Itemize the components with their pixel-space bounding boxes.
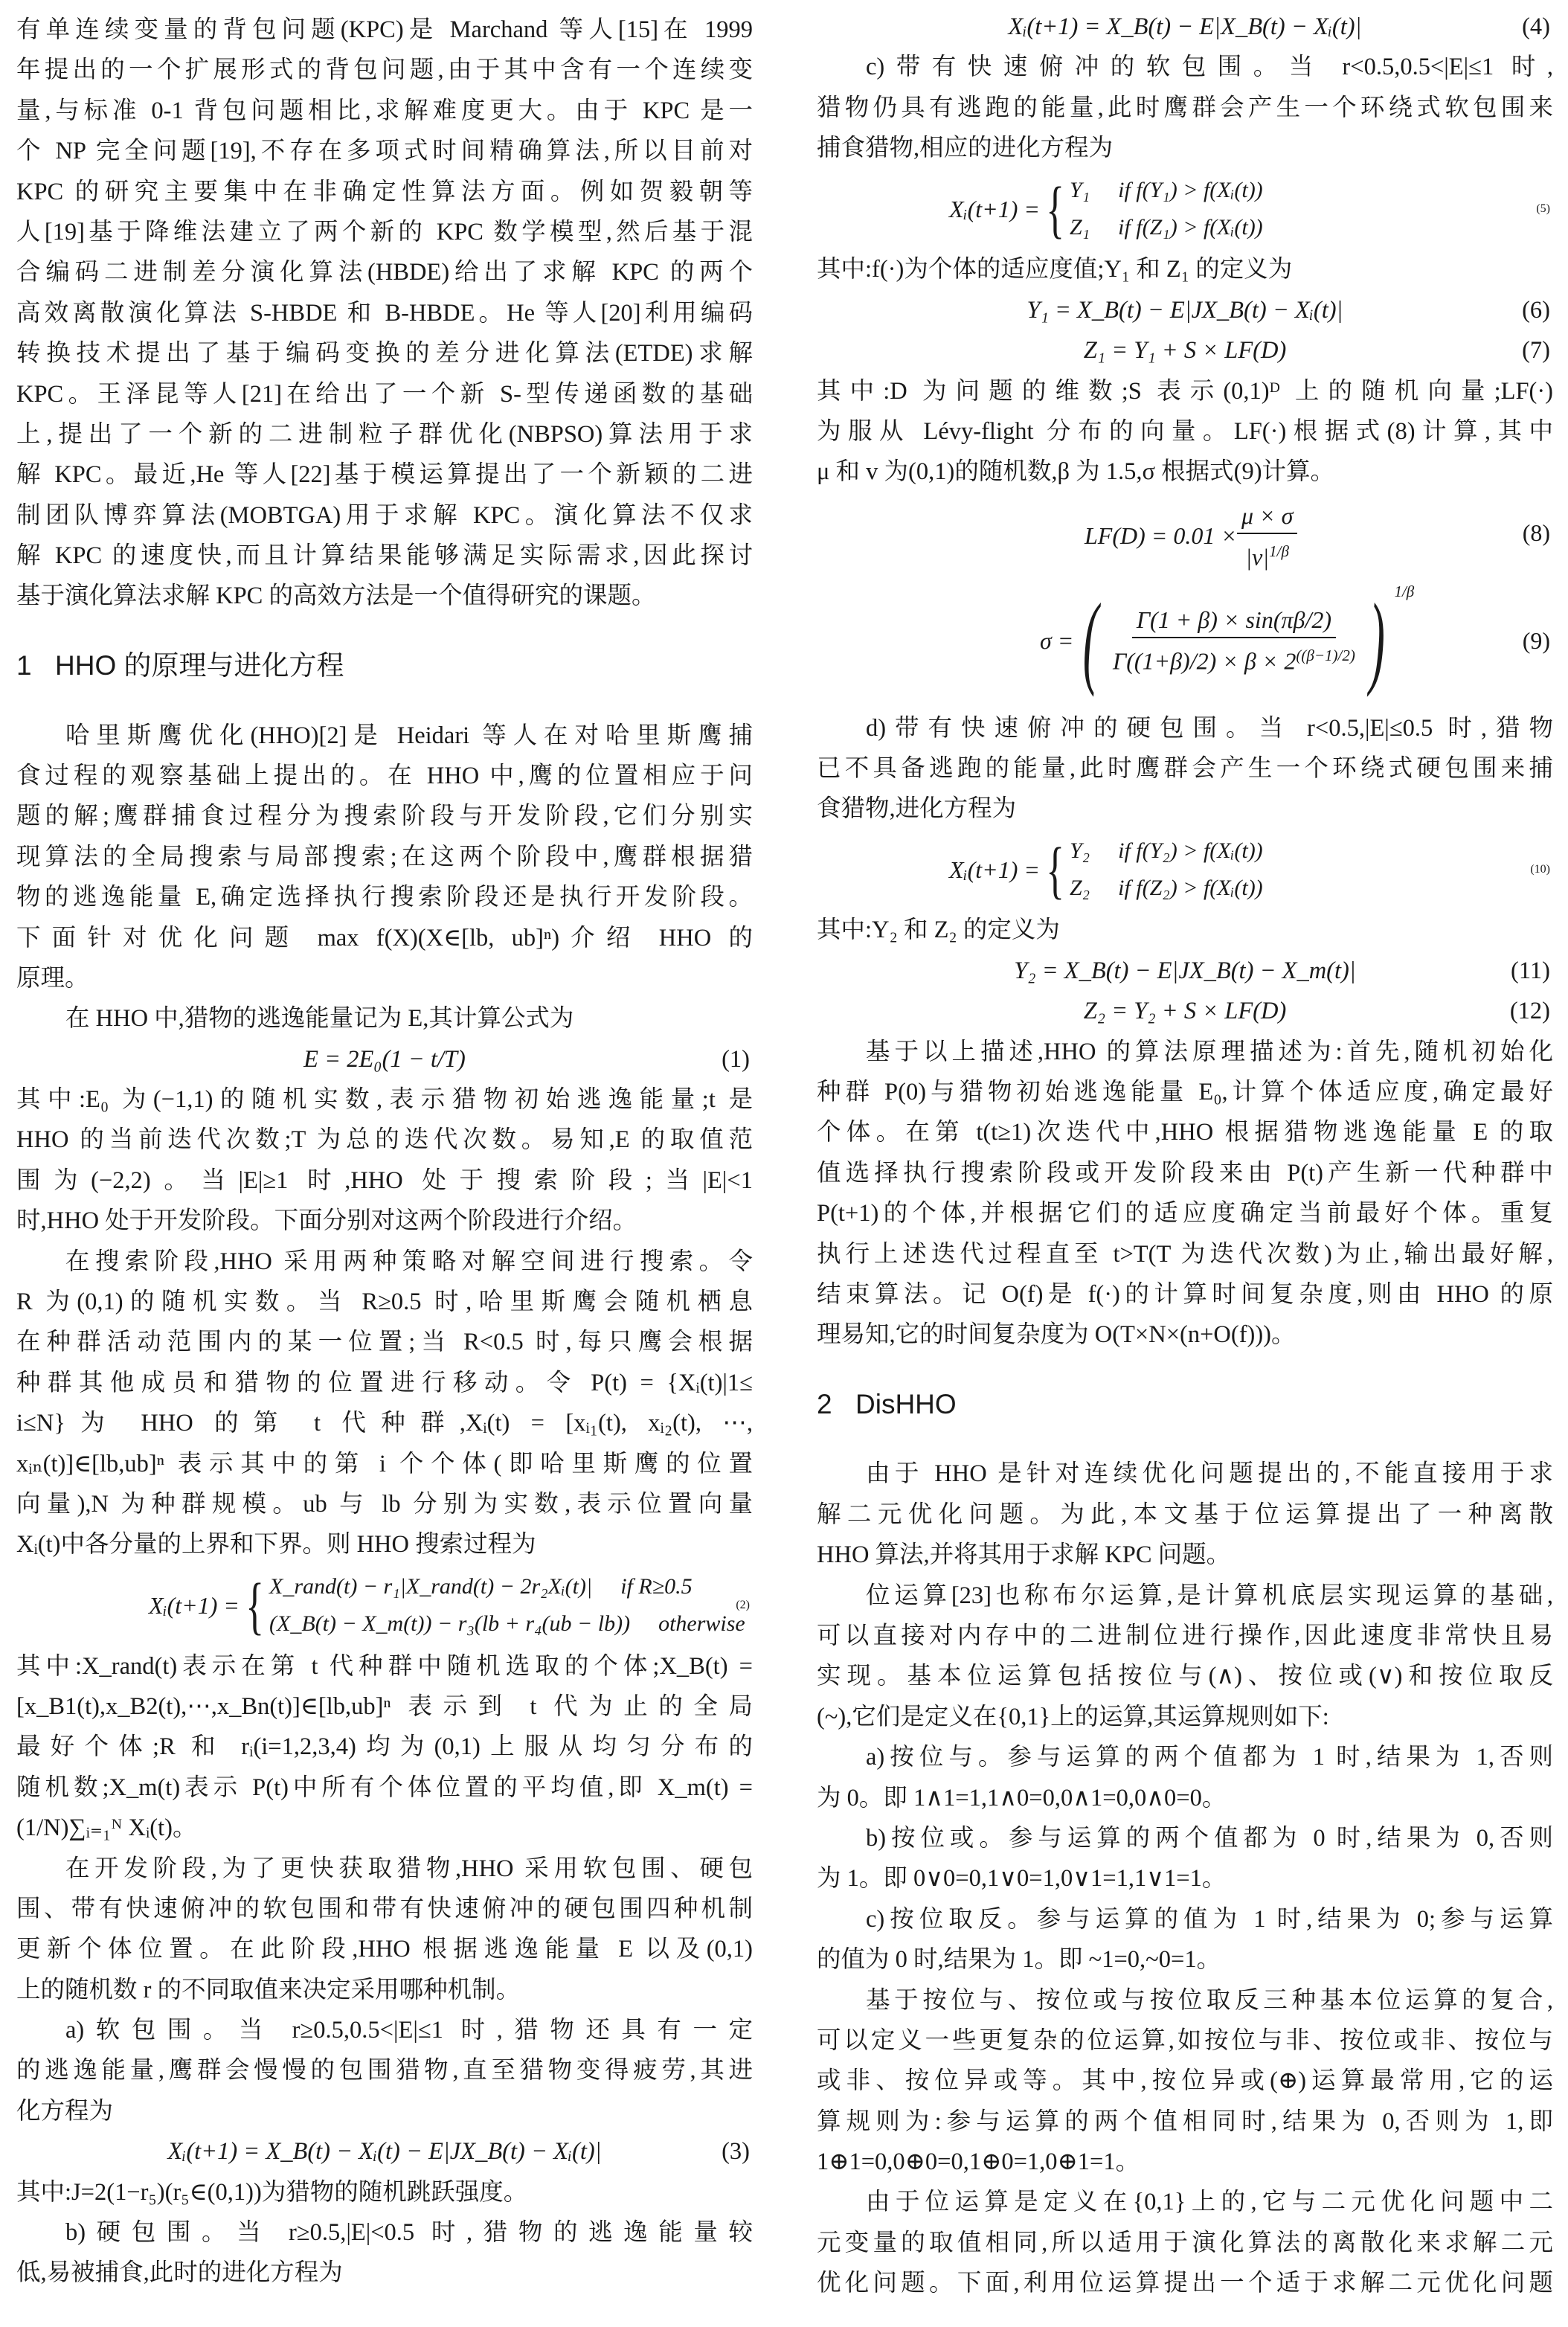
text-line: 或非、按位异或等。其中,按位异或(⊕)运算最常用,它的运	[817, 2067, 1553, 2095]
section-title: HHO 的原理与进化方程	[55, 649, 344, 681]
text-line: 为 0。即 1∧1=1,1∧0=0,0∧1=0,0∧0=0。	[817, 1784, 1227, 1811]
text-line: 在 HHO 中,猎物的逃逸能量记为 E,其计算公式为	[65, 1005, 574, 1033]
text-line: 上,提出了一个新的二进制粒子群优化(NBPSO)算法用于求	[16, 420, 753, 448]
fraction	[1108, 603, 1360, 678]
piecewise-equation	[817, 829, 1553, 911]
text-line: 1⊕1=0,0⊕0=0,1⊕0=1,0⊕1=1。	[817, 2148, 1140, 2176]
text-line: KPC。王泽昆等人[21]在给出了一个新 S-型传递函数的基础	[16, 380, 753, 408]
text-line: b)按位或。参与运算的两个值都为 0 时,结果为 0,否则	[866, 1824, 1553, 1852]
equation	[16, 1039, 753, 1079]
text-line: 其中:Y₂ 和 Z₂ 的定义为	[817, 917, 1060, 944]
text-line: 其中:D 为问题的维数;S 表示(0,1)ᴰ 上的随机向量;LF(·)	[817, 377, 1553, 405]
equation-body: Z₂ = Y₂ + S × LF(D)	[1083, 998, 1287, 1025]
text-line: 低,易被捕食,此时的进化方程为	[16, 2259, 343, 2287]
case-expression: (X_B(t) − X_m(t)) − r₃(lb + r₄(ub − lb))	[269, 1611, 631, 1636]
text-line: 为服从 Lévy-flight 分布的向量。LF(·)根据式(8)计算,其中	[817, 417, 1553, 445]
equation-body: Z₁ = Y₁ + S × LF(D)	[1083, 337, 1287, 365]
case-row	[1070, 209, 1263, 246]
text-line: 个体。在第 t(t≥1)次迭代中,HHO 根据猎物逃逸能量 E 的取	[817, 1119, 1553, 1146]
text-line: 围为(−2,2)。当|E|≥1 时,HHO 处于搜索阶段;当|E|<1	[16, 1166, 753, 1194]
section-number: 2	[817, 1388, 832, 1419]
equation	[817, 492, 1553, 574]
text-line: 猎物仍具有逃跑的能量,此时鹰群会产生一个环绕式软包围来	[817, 94, 1553, 121]
text-line: 年提出的一个扩展形式的背包问题,由于其中含有一个连续变	[16, 57, 753, 84]
text-line: c)带有快速俯冲的软包围。当 r<0.5,0.5<|E|≤1 时,	[866, 54, 1553, 81]
text-line: 可以定义一些更复杂的位运算,如按位与非、按位或非、按位与	[817, 2026, 1553, 2054]
text-line: 最好个体;R 和 rᵢ(i=1,2,3,4)均为(0,1)上服从均匀分布的	[16, 1733, 753, 1761]
denominator: |ν|	[1245, 543, 1270, 571]
text-line: 捕食猎物,相应的进化方程为	[817, 135, 1114, 162]
exponent: 1/β	[1269, 542, 1289, 560]
text-line: 原理。	[16, 964, 89, 992]
text-line: 元变量的取值相同,所以适用于演化算法的离散化来求解二元	[817, 2229, 1553, 2256]
case-row	[1070, 870, 1263, 907]
equation-lhs: Xᵢ(t+1) =	[149, 1591, 240, 1619]
section-heading	[16, 617, 753, 716]
case-condition: if f(Y₂) > f(Xᵢ(t))	[1118, 838, 1263, 863]
left-column	[16, 10, 753, 2294]
text-line: 可以直接对内存中的二进制位进行操作,因此速度非常快且易	[817, 1623, 1553, 1650]
equation	[817, 574, 1553, 708]
text-line: (1/N)∑ᵢ₌₁ᴺ Xᵢ(t)。	[16, 1814, 197, 1842]
text-line: 人[19]基于降维法建立了两个新的 KPC 数学模型,然后基于混	[16, 218, 753, 245]
text-line: 基于按位与、按位或与按位取反三种基本位运算的复合,	[866, 1986, 1553, 2014]
case-expression: X_rand(t) − r₁|X_rand(t) − 2r₂Xᵢ(t)|	[269, 1573, 593, 1599]
equation-body: Y₂ = X_B(t) − E|JX_B(t) − X_m(t)|	[1014, 957, 1356, 984]
equation-number: (9)	[1522, 626, 1550, 654]
right-paren: )	[1369, 582, 1385, 698]
text-line: 已不具备逃跑的能量,此时鹰群会产生一个环绕式硬包围来捕	[817, 754, 1553, 782]
text-line: 其中:E₀ 为(−1,1)的随机实数,表示猎物初始逃逸能量;t 是	[16, 1086, 753, 1114]
text-line: 食猎物,进化方程为	[817, 795, 1017, 823]
equation	[817, 951, 1553, 991]
text-line: 种群其他成员和猎物的位置进行移动。令 P(t) = {Xᵢ(t)|1≤	[16, 1369, 753, 1396]
text-line: i≤N}为 HHO 的第 t 代种群,Xᵢ(t) = [xᵢ₁(t), xᵢ₂(t), ⋯,	[16, 1410, 753, 1437]
text-line: 随机数;X_m(t)表示 P(t)中所有个体位置的平均值,即 X_m(t) =	[16, 1774, 753, 1801]
text-line: c)按位取反。参与运算的值为 1 时,结果为 0;参与运算	[866, 1905, 1553, 1933]
text-line: 题的解;鹰群捕食过程分为搜索阶段与开发阶段,它们分别实	[16, 803, 753, 830]
text-line: 向量),N 为种群规模。ub 与 lb 分别为实数,表示位置向量	[16, 1490, 753, 1518]
right-column	[817, 7, 1553, 2304]
case-expression: Y₂	[1070, 838, 1090, 863]
left-brace: {	[1046, 833, 1065, 905]
case-condition: if R≥0.5	[620, 1573, 693, 1599]
equation-number: (10)	[1530, 862, 1550, 876]
numerator: Γ(1 + β) × sin(πβ/2)	[1132, 603, 1336, 638]
text-line: xᵢₙ(t)]∈[lb,ub]ⁿ 表示其中的第 i 个个体(即哈里斯鹰的位置	[16, 1450, 753, 1477]
equation-number: (7)	[1522, 337, 1550, 365]
text-line: 种群 P(0)与猎物初始逃逸能量 E₀,计算个体适应度,确定最好	[817, 1079, 1553, 1106]
text-line: 实现。基本位运算包括按位与(∧)、按位或(∨)和按位取反	[817, 1663, 1553, 1690]
equation-number: (2)	[736, 1598, 750, 1611]
equation-number: (5)	[1536, 202, 1550, 215]
text-line: 基于演化算法求解 KPC 的高效方法是一个值得研究的课题。	[16, 582, 656, 610]
text-line: 现算法的全局搜索与局部搜索;在这两个阶段中,鹰群根据猎	[16, 843, 753, 870]
text-line: 合编码二进制差分演化算法(HBDE)给出了求解 KPC 的两个	[16, 259, 753, 286]
case-row	[269, 1568, 745, 1605]
text-line: 解 KPC 的速度快,而且计算结果能够满足实际需求,因此探讨	[16, 542, 753, 570]
equation-lhs: Xᵢ(t+1) =	[949, 195, 1040, 222]
text-line: 围、带有快速俯冲的软包围和带有快速俯冲的硬包围四种机制	[16, 1895, 753, 1922]
equation-lhs: σ =	[1040, 626, 1074, 654]
equation-body: Y₁ = X_B(t) − E|JX_B(t) − Xᵢ(t)|	[1026, 296, 1343, 324]
text-line: μ 和 v 为(0,1)的随机数,β 为 1.5,σ 根据式(9)计算。	[817, 458, 1335, 486]
text-line: 哈里斯鹰优化(HHO)[2]是 Heidari 等人在对哈里斯鹰捕	[65, 722, 753, 749]
equation-number: (8)	[1522, 519, 1550, 546]
text-line: 更新个体位置。在此阶段,HHO 根据逃逸能量 E 以及(0,1)	[16, 1936, 753, 1963]
exponent: 1/β	[1394, 582, 1415, 600]
case-row	[269, 1605, 745, 1643]
text-line: 由于 HHO 是针对连续优化问题提出的,不能直接用于求	[866, 1460, 1553, 1488]
text-line: 食过程的观察基础上提出的。在 HHO 中,鹰的位置相应于问	[16, 762, 753, 789]
text-line: 在种群活动范围内的某一位置;当 R<0.5 时,每只鹰会根据	[16, 1329, 753, 1356]
equation	[817, 330, 1553, 370]
case-row	[1070, 172, 1263, 209]
text-line: 基于以上描述,HHO 的算法原理描述为:首先,随机初始化	[866, 1038, 1553, 1065]
text-line: 的值为 0 时,结果为 1。即 ~1=0,~0=1。	[817, 1946, 1221, 1974]
text-line: 化方程为	[16, 2097, 114, 2125]
text-line: 值选择执行搜索阶段或开发阶段来由 P(t)产生新一代种群中	[817, 1159, 1553, 1187]
text-line: 在搜索阶段,HHO 采用两种策略对解空间进行搜索。令	[65, 1248, 753, 1275]
text-line: 其中:J=2(1−r₅)(r₅∈(0,1))为猎物的随机跳跃强度。	[16, 2178, 528, 2206]
section-number: 1	[16, 649, 32, 681]
left-brace: {	[1046, 173, 1065, 245]
text-line: R 为(0,1)的随机实数。当 R≥0.5 时,哈里斯鹰会随机栖息	[16, 1288, 753, 1316]
equation-number: (4)	[1522, 13, 1550, 40]
section-heading	[817, 1355, 1553, 1454]
text-line: 转换技术提出了基于编码变换的差分进化算法(ETDE)求解	[16, 340, 753, 367]
text-line: 制团队博弈算法(MOBTGA)用于求解 KPC。演化算法不仅求	[16, 501, 753, 529]
piecewise-equation	[16, 1565, 753, 1646]
text-line: 高效离散演化算法 S-HBDE 和 B-HBDE。He 等人[20]利用编码	[16, 299, 753, 327]
equation-lhs: Xᵢ(t+1) =	[949, 856, 1040, 883]
text-line: 量,与标准 0-1 背包问题相比,求解难度更大。由于 KPC 是一	[16, 97, 753, 124]
case-condition: if f(Z₂) > f(Xᵢ(t))	[1118, 875, 1263, 900]
text-line: 个 NP 完全问题[19],不存在多项式时间精确算法,所以目前对	[16, 138, 753, 165]
numerator: μ × σ	[1237, 498, 1297, 534]
fraction	[1237, 498, 1297, 574]
text-line: HHO 算法,并将其用于求解 KPC 问题。	[817, 1541, 1231, 1569]
equation-number: (12)	[1509, 998, 1550, 1025]
text-line: 算规则为:参与运算的两个值相同时,结果为 0,否则为 1,即	[817, 2108, 1553, 2135]
section-title: DisHHO	[855, 1388, 957, 1419]
left-brace: {	[245, 1569, 265, 1641]
text-line: KPC 的研究主要集中在非确定性算法方面。例如贺毅朝等	[16, 178, 753, 205]
text-line: 有单连续变量的背包问题(KPC)是 Marchand 等人[15]在 1999	[16, 16, 753, 43]
text-line: 由于位运算是定义在{0,1}上的,它与二元优化问题中二	[866, 2189, 1553, 2216]
equation-number: (3)	[722, 2138, 750, 2166]
case-condition: if f(Z₁) > f(Xᵢ(t))	[1118, 214, 1263, 240]
case-condition: if f(Y₁) > f(Xᵢ(t))	[1118, 177, 1263, 202]
piecewise-equation	[817, 169, 1553, 250]
text-line: d)带有快速俯冲的硬包围。当 r<0.5,|E|≤0.5 时,猎物	[866, 714, 1553, 742]
text-line: 其中:X_rand(t)表示在第 t 代种群中随机选取的个体;X_B(t) =	[16, 1652, 753, 1680]
equation-number: (11)	[1511, 957, 1550, 984]
equation	[16, 2131, 753, 2172]
text-line: HHO 的当前迭代次数;T 为总的迭代次数。易知,E 的取值范	[16, 1126, 753, 1154]
text-line: 上的随机数 r 的不同取值来决定采用哪种机制。	[16, 1976, 521, 2003]
text-line: a)按位与。参与运算的两个值都为 1 时,结果为 1,否则	[866, 1744, 1553, 1771]
case-expression: Z₂	[1070, 875, 1090, 900]
equation-number: (1)	[722, 1045, 750, 1073]
text-line: a)软包围。当 r≥0.5,0.5<|E|≤1 时,猎物还具有一定	[65, 2017, 753, 2044]
text-line: 理易知,它的时间复杂度为 O(T×N×(n+O(f)))。	[817, 1321, 1296, 1349]
text-line: (~),它们是定义在{0,1}上的运算,其运算规则如下:	[817, 1703, 1329, 1730]
text-line: 解二元优化问题。为此,本文基于位运算提出了一种离散	[817, 1500, 1553, 1528]
equation-number: (6)	[1522, 296, 1550, 324]
text-line: 的逃逸能量,鹰群会慢慢的包围猎物,直至猎物变得疲劳,其进	[16, 2057, 753, 2084]
text-line: 结束算法。记 O(f)是 f(·)的计算时间复杂度,则由 HHO 的原	[817, 1280, 1553, 1308]
case-row	[1070, 832, 1263, 870]
text-line: P(t+1)的个体,并根据它们的适应度确定当前最好个体。重复	[817, 1200, 1553, 1227]
text-line: Xᵢ(t)中各分量的上界和下界。则 HHO 搜索过程为	[16, 1531, 536, 1559]
text-line: 为 1。即 0∨0=0,1∨0=1,0∨1=1,1∨1=1。	[817, 1865, 1227, 1893]
text-line: 解 KPC。最近,He 等人[22]基于模运算提出了一个新颖的二进	[16, 461, 753, 489]
text-line: 位运算[23]也称布尔运算,是计算机底层实现运算的基础,	[866, 1582, 1553, 1609]
text-line: 时,HHO 处于开发阶段。下面分别对这两个阶段进行介绍。	[16, 1207, 637, 1235]
equation-body: Xᵢ(t+1) = X_B(t) − E|X_B(t) − Xᵢ(t)|	[1008, 13, 1362, 40]
equation	[817, 991, 1553, 1031]
case-condition: otherwise	[658, 1611, 745, 1636]
equation	[817, 290, 1553, 330]
text-line: 物的逃逸能量 E,确定选择执行搜索阶段还是执行开发阶段。	[16, 884, 753, 911]
text-line: 下面针对优化问题 max f(X)(X∈[lb, ub]ⁿ)介绍 HHO 的	[16, 924, 753, 951]
equation-body: E = 2E₀(1 − t/T)	[303, 1045, 466, 1073]
text-line: 执行上述迭代过程直至 t>T(T 为迭代次数)为止,输出最好解,	[817, 1240, 1553, 1268]
text-line: b)硬包围。当 r≥0.5,|E|<0.5 时,猎物的逃逸能量较	[65, 2219, 753, 2247]
case-expression: Y₁	[1070, 177, 1090, 202]
equation-lhs: LF(D) = 0.01 ×	[1085, 522, 1237, 550]
denominator: Γ((1+β)/2) × β × 2	[1113, 647, 1297, 675]
text-line: 在开发阶段,为了更快获取猎物,HHO 采用软包围、硬包	[65, 1855, 753, 1882]
equation-body: Xᵢ(t+1) = X_B(t) − Xᵢ(t) − E|JX_B(t) − Xᵢ(t)|	[167, 2138, 602, 2166]
left-paren: (	[1083, 582, 1099, 698]
denominator-exponent: ((β−1)/2)	[1296, 646, 1355, 665]
text-line: 优化问题。下面,利用位运算提出一个适于求解二元优化问题	[817, 2270, 1553, 2297]
text-line: 其中:f(·)为个体的适应度值;Y₁ 和 Z₁ 的定义为	[817, 256, 1293, 283]
text-line: [x_B1(t),x_B2(t),⋯,x_Bn(t)]∈[lb,ub]ⁿ 表示到 t 代为止的全局	[16, 1692, 753, 1720]
case-expression: Z₁	[1070, 214, 1090, 240]
equation	[817, 7, 1553, 47]
